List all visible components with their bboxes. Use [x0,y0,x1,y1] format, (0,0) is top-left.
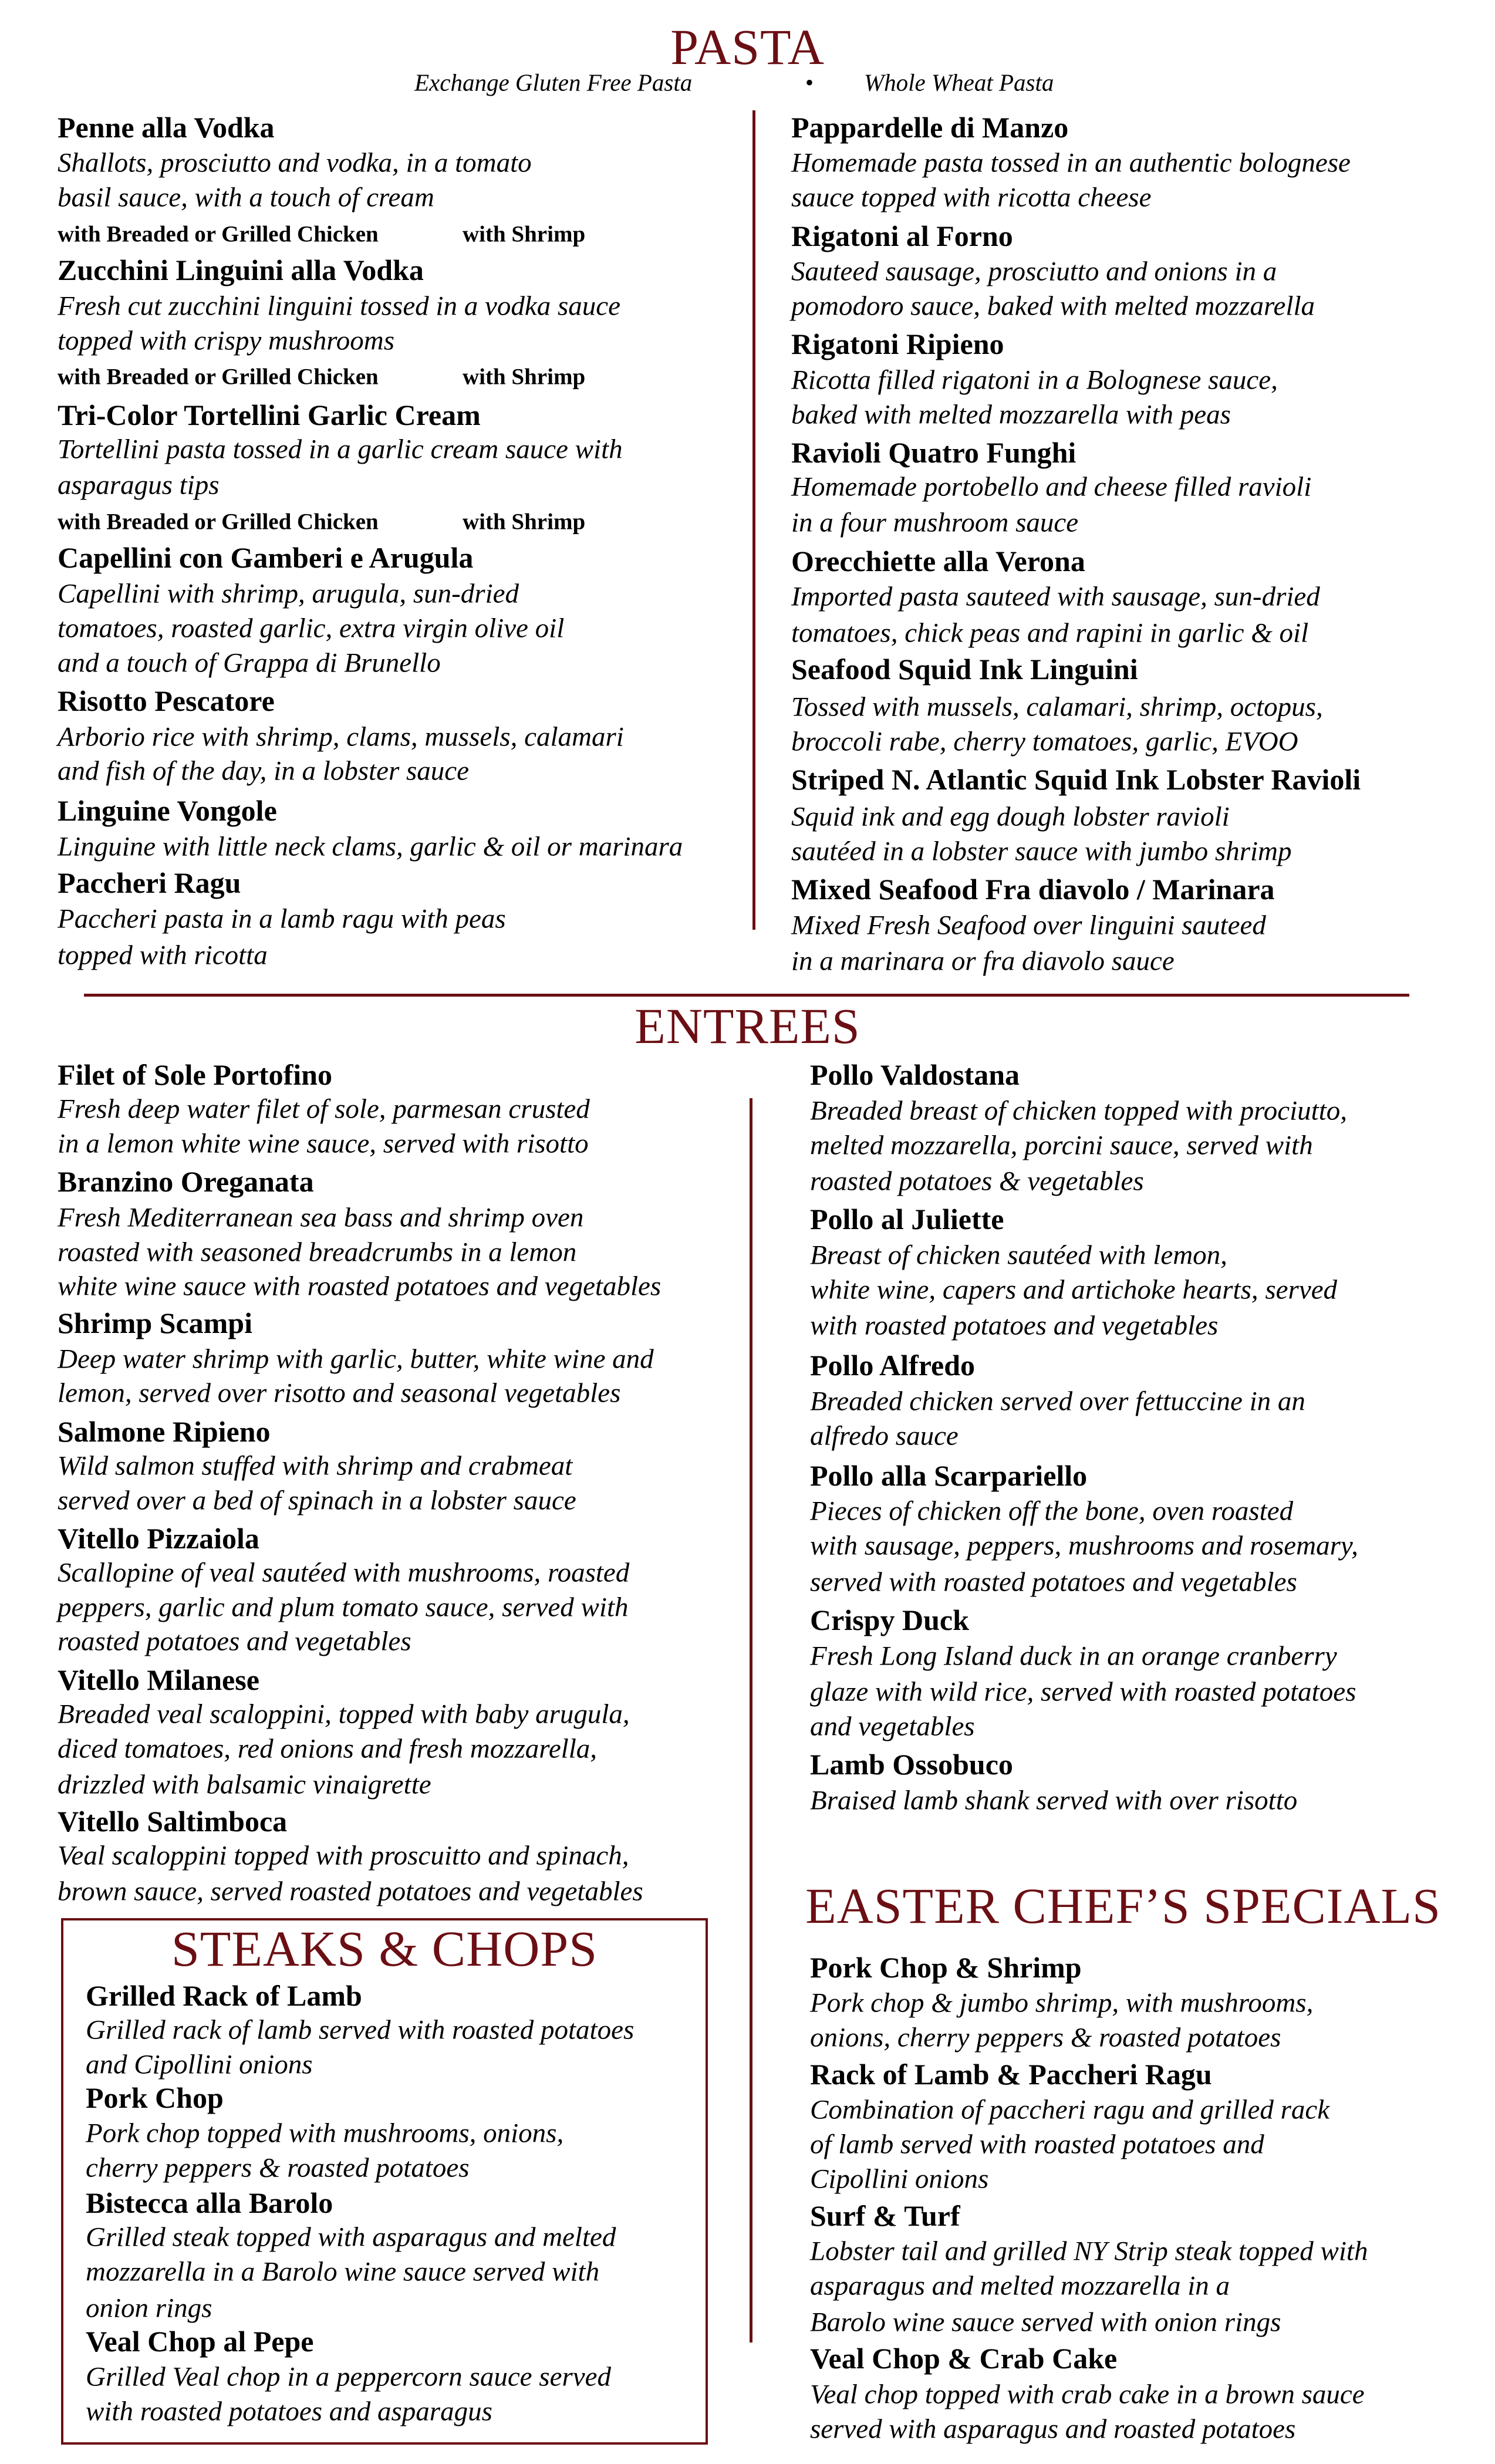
menu-item-description: drizzled with balsamic vinaigrette [58,1769,431,1800]
menu-item-description: lemon, served over risotto and seasonal vegetables [58,1378,621,1409]
menu-item-description: Veal chop topped with crab cake in a brown sauce [810,2379,1365,2410]
menu-item-description: and fish of the day, in a lobster sauce [58,755,470,787]
menu-item-description: onion rings [86,2293,212,2324]
menu-item-description: served with asparagus and roasted potatoes [810,2414,1296,2445]
menu-item-name: Salmone Ripieno [58,1415,271,1448]
menu-item-description: Fresh Mediterranean sea bass and shrimp oven [58,1202,584,1233]
menu-item-description: Homemade portobello and cheese filled ravioli [791,471,1312,502]
menu-item-description: Pieces of chicken off the bone, oven roasted [810,1496,1294,1527]
menu-item-name: Orecchiette alla Verona [791,545,1085,578]
menu-item-name: Pollo alla Scarpariello [810,1459,1088,1492]
menu-item-name: Shrimp Scampi [58,1307,253,1339]
menu-item-description: Squid ink and egg dough lobster ravioli [791,801,1230,832]
menu-item-description: Lobster tail and grilled NY Strip steak topped with [810,2236,1368,2267]
menu-item-name: Bistecca alla Barolo [86,2186,333,2219]
menu-item-description: Pork chop & jumbo shrimp, with mushrooms, [810,1987,1314,2019]
menu-item-name: Veal Chop & Crab Cake [810,2342,1118,2375]
add-on-chicken: with Breaded or Grilled Chicken [58,364,379,390]
menu-item-name: Linguine Vongole [58,794,277,827]
menu-item-name: Vitello Milanese [58,1663,259,1696]
menu-item-description: in a lemon white wine sauce, served with risotto [58,1128,589,1159]
menu-item-name: Risotto Pescatore [58,684,275,717]
menu-item-description: Grilled rack of lamb served with roasted potatoes [86,2014,635,2046]
menu-item-description: Wild salmon stuffed with shrimp and crabmeat [58,1450,573,1481]
menu-item-description: Linguine with little neck clams, garlic & oil or marinara [58,831,683,862]
menu-item-description: diced tomatoes, red onions and fresh mozzarella, [58,1733,598,1764]
menu-item-description: Fresh cut zucchini linguini tossed in a vodka sauce [58,291,620,322]
menu-item-description: onions, cherry peppers & roasted potatoes [810,2022,1281,2053]
pasta-option-gluten-free: Exchange Gluten Free Pasta [414,69,693,96]
menu-item-name: Seafood Squid Ink Linguini [791,653,1138,686]
menu-item-description: served over a bed of spinach in a lobster sauce [58,1485,576,1516]
menu-item-description: Shallots, prosciutto and vodka, in a tomato [58,147,532,178]
menu-item-name: Paccheri Ragu [58,866,241,899]
menu-item-description: in a four mushroom sauce [791,507,1079,538]
menu-item-description: Ricotta filled rigatoni in a Bolognese sauce, [791,364,1278,396]
steaks-section-title: STEAKS & CHOPS [171,1920,598,1977]
menu-item-description: alfredo sauce [810,1420,959,1452]
menu-item-description: Grilled steak topped with asparagus and melted [86,2222,616,2253]
menu-item-description: Scallopine of veal sautéed with mushrooms, roasted [58,1557,630,1588]
pasta-section-title: PASTA [670,19,825,75]
add-on-shrimp: with Shrimp [463,364,586,390]
menu-item-description: Grilled Veal chop in a peppercorn sauce served [86,2361,611,2392]
menu-item-name: Tri-Color Tortellini Garlic Cream [58,399,481,431]
add-on-chicken: with Breaded or Grilled Chicken [58,221,379,247]
menu-item-name: Crispy Duck [810,1604,969,1636]
menu-item-description: Breaded veal scaloppini, topped with baby arugula, [58,1699,630,1730]
menu-item-description: Tortellini pasta tossed in a garlic cream sauce with [58,434,623,465]
menu-item-description: baked with melted mozzarella with peas [791,399,1231,430]
add-on-chicken: with Breaded or Grilled Chicken [58,509,379,535]
menu-item-name: Grilled Rack of Lamb [86,1979,362,2012]
menu-item-description: Fresh Long Island duck in an orange cranberry [810,1641,1337,1672]
menu-item-description: Deep water shrimp with garlic, butter, white wine and [58,1344,654,1375]
menu-item-description: brown sauce, served roasted potatoes and vegetables [58,1876,643,1907]
specials-section-title: EASTER CHEF’S SPECIALS [805,1878,1441,1934]
menu-item-description: Mixed Fresh Seafood over linguini sauteed [791,910,1266,941]
menu-item-description: glaze with wild rice, served with roasted potatoes [810,1676,1356,1707]
menu-item-name: Pollo Alfredo [810,1349,976,1382]
menu-item-description: Fresh deep water filet of sole, parmesan crusted [58,1093,590,1125]
menu-item-name: Striped N. Atlantic Squid Ink Lobster Ravioli [791,763,1361,796]
menu-item-name: Branzino Oreganata [58,1165,314,1198]
menu-item-description: Tossed with mussels, calamari, shrimp, octopus, [791,691,1323,723]
menu-item-description: and a touch of Grappa di Brunello [58,647,441,679]
menu-item-description: white wine, capers and artichoke hearts, served [810,1274,1338,1305]
section-divider [84,994,1409,997]
menu-item-name: Pork Chop & Shrimp [810,1951,1082,1984]
menu-item-description: Homemade pasta tossed in an authentic bolognese [791,147,1351,178]
menu-item-description: broccoli rabe, cherry tomatoes, garlic, EVOO [791,726,1298,757]
menu-item-name: Filet of Sole Portofino [58,1058,332,1091]
menu-item-name: Veal Chop al Pepe [86,2325,314,2358]
menu-item-description: roasted potatoes & vegetables [810,1166,1144,1197]
menu-item-description: Breast of chicken sautéed with lemon, [810,1240,1227,1271]
menu-item-name: Capellini con Gamberi e Arugula [58,541,474,574]
menu-item-description: of lamb served with roasted potatoes and [810,2129,1264,2160]
menu-item-description: Breaded breast of chicken topped with prociutto, [810,1095,1348,1126]
menu-item-description: Combination of paccheri ragu and grilled rack [810,2094,1330,2125]
menu-item-description: topped with crispy mushrooms [58,325,395,356]
menu-item-description: Pork chop topped with mushrooms, onions, [86,2118,564,2149]
menu-item-description: Barolo wine sauce served with onion rings [810,2307,1281,2338]
menu-item-name: Pappardelle di Manzo [791,111,1069,144]
menu-item-description: basil sauce, with a touch of cream [58,182,434,213]
menu-item-description: and vegetables [810,1711,975,1742]
menu-item-description: and Cipollini onions [86,2049,313,2080]
menu-item-name: Lamb Ossobuco [810,1748,1013,1781]
menu-item-description: sautéed in a lobster sauce with jumbo shrimp [791,836,1292,867]
menu-item-description: with sausage, peppers, mushrooms and rosemary, [810,1530,1358,1561]
menu-item-description: Braised lamb shank served with over risotto [810,1785,1298,1816]
menu-item-name: Pollo al Juliette [810,1203,1004,1236]
pasta-option-whole-wheat: Whole Wheat Pasta [864,69,1054,96]
menu-item-name: Vitello Saltimboca [58,1805,288,1838]
menu-item-description: Cipollini onions [810,2163,989,2195]
menu-item-description: in a marinara or fra diavolo sauce [791,946,1175,977]
menu-item-description: tomatoes, roasted garlic, extra virgin olive oil [58,613,565,644]
menu-item-description: Capellini with shrimp, arugula, sun-dried [58,578,519,609]
menu-item-description: pomodoro sauce, baked with melted mozzarella [791,291,1315,322]
menu-item-name: Rigatoni Ripieno [791,328,1004,360]
menu-item-name: Zucchini Linguini alla Vodka [58,254,424,286]
menu-item-description: with roasted potatoes and vegetables [810,1310,1219,1341]
menu-item-description: Imported pasta sauteed with sausage, sun-dried [791,581,1320,612]
menu-item-name: Rigatoni al Forno [791,220,1013,252]
menu-item-name: Mixed Seafood Fra diavolo / Marinara [791,873,1275,906]
menu-item-description: Arborio rice with shrimp, clams, mussels, calamari [58,721,624,752]
menu-item-description: Sauteed sausage, prosciutto and onions in a [791,256,1277,287]
menu-item-description: melted mozzarella, porcini sauce, served with [810,1130,1313,1161]
pasta-column-divider [752,110,755,930]
menu-item-name: Penne alla Vodka [58,111,275,144]
menu-item-name: Pork Chop [86,2081,224,2114]
menu-item-description: peppers, garlic and plum tomato sauce, served with [58,1592,629,1623]
entrees-section-title: ENTREES [635,998,860,1054]
menu-item-description: Veal scaloppini topped with proscuitto and spinach, [58,1840,629,1871]
menu-item-description: roasted potatoes and vegetables [58,1626,411,1657]
separator-bullet: • [805,69,814,96]
menu-item-description: white wine sauce with roasted potatoes and vegetables [58,1271,662,1302]
menu-item-description: asparagus tips [58,470,220,501]
add-on-shrimp: with Shrimp [463,221,586,247]
menu-item-name: Surf & Turf [810,2199,960,2232]
add-on-shrimp: with Shrimp [463,509,586,535]
menu-item-description: served with roasted potatoes and vegetables [810,1567,1297,1598]
menu-item-description: sauce topped with ricotta cheese [791,182,1152,213]
menu-item-description: asparagus and melted mozzarella in a [810,2270,1230,2301]
entrees-column-divider [750,1098,752,2343]
menu-item-description: Breaded chicken served over fettuccine in an [810,1386,1305,1417]
menu-item-name: Vitello Pizzaiola [58,1522,259,1555]
menu-item-description: mozzarella in a Barolo wine sauce served with [86,2256,600,2287]
menu-item-description: cherry peppers & roasted potatoes [86,2152,470,2183]
menu-item-description: Paccheri pasta in a lamb ragu with peas [58,903,506,934]
menu-item-name: Ravioli Quatro Funghi [791,436,1076,469]
menu-item-description: roasted with seasoned breadcrumbs in a lemon [58,1237,577,1268]
menu-item-description: with roasted potatoes and asparagus [86,2396,492,2427]
menu-item-description: topped with ricotta [58,940,268,971]
menu-item-name: Pollo Valdostana [810,1058,1020,1091]
menu-item-description: tomatoes, chick peas and rapini in garlic & oil [791,617,1309,649]
menu-item-name: Rack of Lamb & Paccheri Ragu [810,2058,1212,2091]
